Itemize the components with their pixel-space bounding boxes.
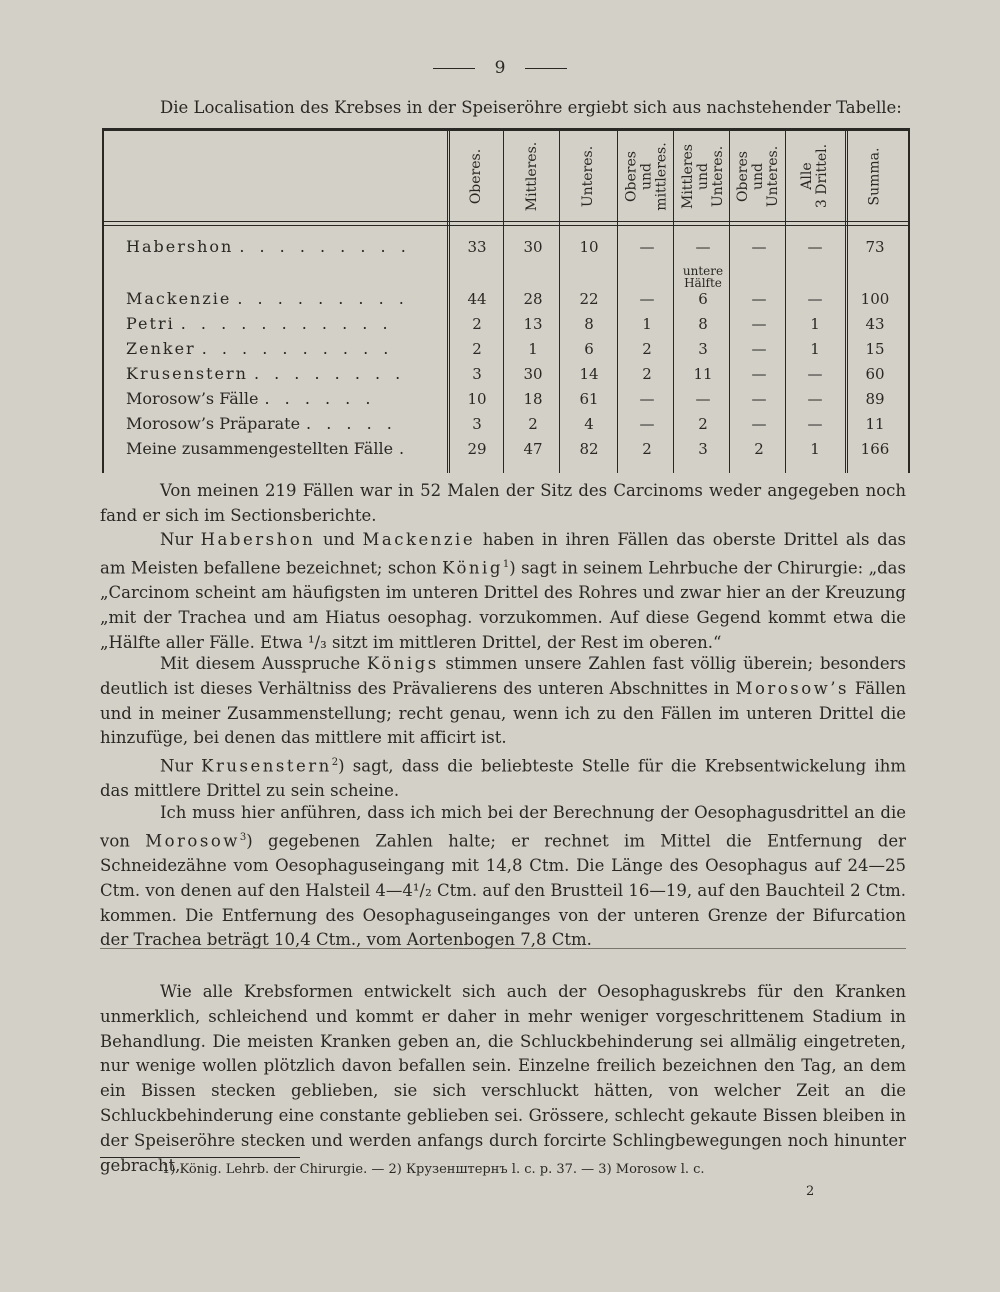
footnote-ref: 2 xyxy=(331,757,339,768)
table-cell: 3 xyxy=(698,340,708,358)
table-cell: 6 xyxy=(698,290,708,308)
row-label: Habershon . . . . . . . . . xyxy=(126,237,411,256)
table-cell: 47 xyxy=(523,440,543,458)
table-cell: 11 xyxy=(865,415,885,433)
column-header xyxy=(787,133,843,219)
paragraph-5: Ich muss hier anführen, dass ich mich bei der Berechnung der Oesophagusdrittel an die von Morosow$^3$) gegebenen Zahlen halte; er rechnet im Mittel die Entfernung der Schneidezähne vom Oesophaguseingang mit 14,8 Ctm. Die Länge des Oesophagus auf 24—25 Ctm. von denen auf den Halsteil 4—4¹/₂ Ctm. auf den Brustteil 16—19, auf den Bauchteil 2 Ctm. kommen. Die Entfernung des Oesophaguseinganges von der unteren Grenze der Bifurcation der Trachea beträgt 10,4 Ctm., vom Aortenbogen 7,8 Ctm. xyxy=(100,803,906,950)
header-rule-left xyxy=(433,68,475,69)
table-cell: 28 xyxy=(523,290,543,308)
table-cell: 1 xyxy=(642,315,652,333)
column-header-label: Oberes und mittleres. xyxy=(623,141,670,211)
table-cell: — xyxy=(751,290,767,308)
column-header-label: Mittleres. xyxy=(524,141,541,211)
section-divider xyxy=(100,948,906,949)
table-cell: — xyxy=(807,365,823,383)
table-cell: 22 xyxy=(579,290,599,308)
table-cell: 2 xyxy=(528,415,538,433)
column-divider xyxy=(617,131,618,473)
table-cell: — xyxy=(639,290,655,308)
footnotes: 1) König. Lehrb. der Chirurgie. — 2) Крузенштернъ l. c. p. 37. — 3) Morosow l. c. xyxy=(162,1162,705,1177)
table-cell: 2 xyxy=(472,315,482,333)
column-header xyxy=(731,133,787,219)
table-cell: 2 xyxy=(642,365,652,383)
table-cell: 15 xyxy=(865,340,885,358)
column-header-label: Mittleres und Unteres. xyxy=(679,143,726,209)
table-cell: 2 xyxy=(642,340,652,358)
table-cell: — xyxy=(807,390,823,408)
author-name: König xyxy=(442,558,503,578)
header-rule-right xyxy=(525,68,567,69)
table-cell: 10 xyxy=(467,390,487,408)
author-name: Morosow xyxy=(145,831,240,851)
table-cell: — xyxy=(807,415,823,433)
column-header xyxy=(675,133,731,219)
table-cell: 82 xyxy=(579,440,599,458)
table-cell: 11 xyxy=(693,365,713,383)
table-cell: 3 xyxy=(698,440,708,458)
table-cell: 13 xyxy=(523,315,543,333)
table-cell: — xyxy=(807,290,823,308)
table-cell: — xyxy=(695,390,711,408)
author-name: Morosow’s xyxy=(735,678,849,698)
page-number: 9 xyxy=(494,58,506,78)
table-cell: — xyxy=(751,238,767,256)
localisation-table xyxy=(102,128,910,473)
table-cell: 100 xyxy=(860,290,890,308)
table-cell: — xyxy=(639,390,655,408)
row-label: Zenker . . . . . . . . . . xyxy=(126,339,394,358)
table-cell: — xyxy=(751,340,767,358)
table-cell: 2 xyxy=(754,440,764,458)
table-cell: — xyxy=(639,238,655,256)
row-label: Morosow’s Präparate . . . . . xyxy=(126,414,397,433)
table-cell: 61 xyxy=(579,390,599,408)
column-header xyxy=(449,133,505,219)
table-cell: 73 xyxy=(865,238,885,256)
table-cell: 2 xyxy=(472,340,482,358)
table-cell: 14 xyxy=(579,365,599,383)
table-cell: 43 xyxy=(865,315,885,333)
column-header-label: Summa. xyxy=(866,147,883,205)
footnote-ref: 3 xyxy=(239,831,247,843)
table-cell: — xyxy=(751,315,767,333)
table-cell: 2 xyxy=(642,440,652,458)
table-cell: 30 xyxy=(523,238,543,256)
paragraph-6: Wie alle Krebsformen entwickelt sich auch der Oesophaguskrebs für den Kranken unmerklich, schleichend und kommt er daher in mehr weniger vorgeschrittenem Stadium in Behandlung. Die meisten Kranken geben an, die Schluckbehinderung sei allmälig eingetreten, nur wenige wollen plötzlich davon befallen sein. Einzelne freilich bezeichnen den Tag, an dem ein Bissen stecken geblieben, sie sich verschluckt hätten, von welcher Zeit an die Schluckbehinderung eine constante geblieben sei. Grössere, schlecht gekaute Bissen bleiben in der Speiseröhre stecken und werden anfangs durch forcirte Schlingbewegungen noch hinunter gebracht, xyxy=(100,982,906,1175)
table-cell: — xyxy=(639,415,655,433)
table-cell: 2 xyxy=(698,415,708,433)
paragraph-4: Nur Krusenstern$^2$) sagt, dass die beliebteste Stelle für die Krebsentwickelung ihm das mittlere Drittel zu sein scheine. xyxy=(100,756,906,801)
table-cell: 4 xyxy=(584,415,594,433)
row-label: Petri . . . . . . . . . . . xyxy=(126,314,393,333)
table-cell: — xyxy=(751,390,767,408)
row-label: Morosow’s Fälle . . . . . . xyxy=(126,389,376,408)
table-cell: 33 xyxy=(467,238,487,256)
table-cell: 18 xyxy=(523,390,543,408)
column-header-label: Oberes und Unteres. xyxy=(735,145,782,207)
signature-mark: 2 xyxy=(806,1184,815,1199)
table-cell: 166 xyxy=(860,440,890,458)
table-cell: 1 xyxy=(810,440,820,458)
row-label: Meine zusammengestellten Fälle . xyxy=(126,439,410,458)
table-cell: 1 xyxy=(528,340,538,358)
table-cell: 3 xyxy=(472,365,482,383)
author-name: Habershon xyxy=(200,530,316,549)
table-cell: 89 xyxy=(865,390,885,408)
header-separator xyxy=(104,221,908,226)
table-cell: 30 xyxy=(523,365,543,383)
table-cell: — xyxy=(807,238,823,256)
table-cell: 8 xyxy=(698,315,708,333)
column-header xyxy=(505,133,561,219)
table-cell: 3 xyxy=(472,415,482,433)
column-header-label: Alle 3 Drittel. xyxy=(799,143,830,209)
table-cell: 29 xyxy=(467,440,487,458)
column-header-label: Unteres. xyxy=(580,145,597,207)
footnote-rule xyxy=(100,1157,300,1158)
page-header xyxy=(0,58,1000,78)
table-cell: 1 xyxy=(810,340,820,358)
table-cell: — xyxy=(695,238,711,256)
row-label: Mackenzie . . . . . . . . . xyxy=(126,289,409,308)
cell-note: untere Hälfte xyxy=(682,264,724,290)
column-header xyxy=(561,133,617,219)
row-label: Krusenstern . . . . . . . . xyxy=(126,364,406,383)
table-cell: — xyxy=(751,365,767,383)
author-name: Königs xyxy=(366,654,439,673)
author-name: Mackenzie xyxy=(362,530,476,549)
paragraph-2: Nur Habershon und Mackenzie haben in ihren Fällen das oberste Drittel als das am Meisten befallene bezeichnet; schon König$^1$) sagt in seinem Lehrbuche der Chirurgie: „das „Carcinom scheint am häufigsten im unteren Drittel des Rohres und zwar hier an der Kreuzung „mit der Trachea und am Hiatus oesophag. vorzukommen. Auf diese Gegend kommt etwa die „Hälfte aller Fälle. Etwa ¹/₃ sitzt im mittleren Drittel, der Rest im oberen.“ xyxy=(100,530,907,652)
table-cell: — xyxy=(751,415,767,433)
table-intro: Die Localisation des Krebses in der Speiseröhre ergiebt sich aus nachstehender Tabelle: xyxy=(160,98,902,117)
column-header xyxy=(847,133,903,219)
footnote-ref: 1 xyxy=(502,558,510,570)
table-cell: 6 xyxy=(584,340,594,358)
column-header-label: Oberes. xyxy=(468,148,485,204)
table-cell: 60 xyxy=(865,365,885,383)
table-cell: 10 xyxy=(579,238,599,256)
paragraph-1: Von meinen 219 Fällen war in 52 Malen der Sitz des Carcinoms weder angegeben noch fand er sich im Sectionsberichte. xyxy=(100,481,906,525)
author-name: Krusenstern xyxy=(201,756,332,776)
paragraph-3: Mit diesem Ausspruche Königs stimmen unsere Zahlen fast völlig überein; besonders deutlich ist dieses Verhältniss des Prävalierens des unteren Abschnittes in Morosow’s Fällen und in meiner Zusammenstellung; recht genau, wenn ich zu den Fällen im unteren Drittel die hinzufüge, bei denen das mittlere mit afficirt ist. xyxy=(100,654,906,748)
column-header xyxy=(619,133,675,219)
table-cell: 44 xyxy=(467,290,487,308)
table-cell: 1 xyxy=(810,315,820,333)
table-cell: 8 xyxy=(584,315,594,333)
